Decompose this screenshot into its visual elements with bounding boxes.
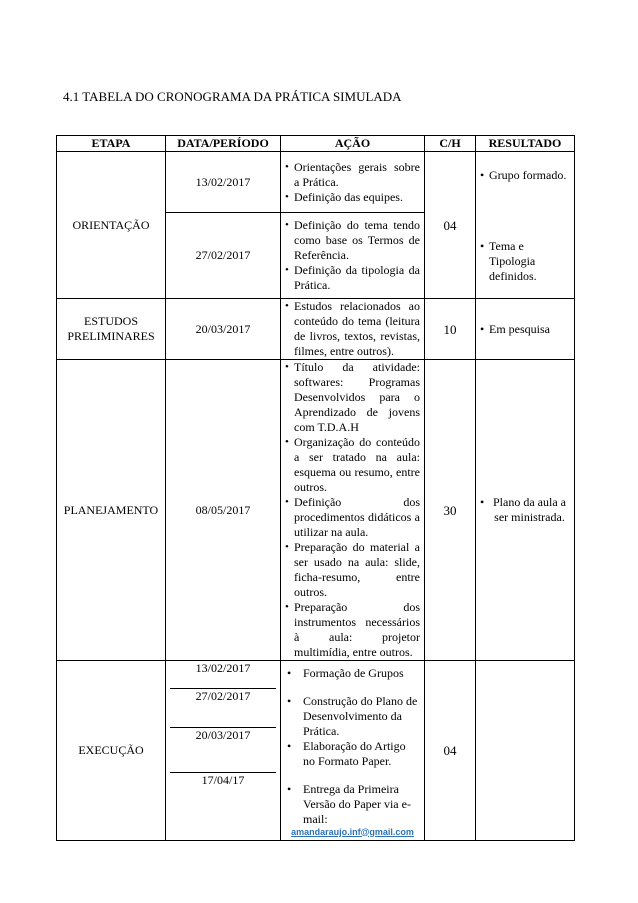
list-item: • Entrega da Primeira Versão do Paper via e-mail:	[285, 782, 420, 827]
header-resultado: RESULTADO	[476, 136, 575, 152]
date-execucao-4: 17/04/17	[201, 773, 245, 787]
list-item: • Definição do tema tendo como base os Termos de Referência.	[285, 218, 420, 263]
date-execucao-2: 27/02/2017	[170, 689, 276, 728]
resultado-execucao	[476, 661, 575, 841]
resultado-planejamento-text: • Plano da aula a ser ministrada.	[480, 495, 570, 525]
date-execucao-3: 20/03/2017	[170, 728, 276, 773]
resultado-orientacao	[476, 152, 575, 299]
acao-execucao	[281, 661, 425, 841]
list-item: • Preparação dos instrumentos necessários à aula: projetor multimídia, entre outros.	[285, 600, 420, 660]
etapa-orientacao: ORIENTAÇÃO	[57, 152, 166, 299]
ch-orientacao: 04	[425, 152, 476, 299]
etapa-planejamento: PLANEJAMENTO	[57, 360, 166, 661]
list-item: • Orientações gerais sobre a Prática.	[285, 160, 420, 190]
etapa-execucao: EXECUÇÃO	[57, 661, 166, 841]
header-data-periodo: DATA/PERÍODO	[166, 136, 281, 152]
resultado-estudos	[476, 299, 575, 360]
date-orientacao-1: 13/02/2017	[166, 152, 281, 213]
ch-execucao: 04	[425, 661, 476, 841]
list-item: • Estudos relacionados ao conteúdo do tema (leitura de livros, textos, revistas, filmes, entre outros).	[285, 299, 420, 359]
resultado-orientacao-2: • Tema e Tipologia definidos.	[480, 239, 570, 284]
header-ch: C/H	[425, 136, 476, 152]
table-row-planejamento	[57, 360, 575, 661]
dates-execucao	[166, 661, 281, 841]
list-item: • Formação de Grupos	[285, 666, 420, 681]
email-link[interactable]: amandaraujo.inf@gmail.com	[291, 826, 414, 837]
etapa-estudos: ESTUDOS PRELIMINARES	[57, 299, 166, 360]
list-item: • Elaboração do Artigo no Formato Paper.	[285, 739, 420, 769]
list-item: • Definição das equipes.	[285, 190, 420, 205]
resultado-planejamento	[476, 360, 575, 661]
acao-planejamento	[281, 360, 425, 661]
table-row-estudos	[57, 299, 575, 360]
acao-orientacao-1	[281, 152, 425, 213]
date-execucao-1: 13/02/2017	[170, 661, 276, 689]
ch-estudos: 10	[425, 299, 476, 360]
list-item: • Organização do conteúdo a ser tratado na aula: esquema ou resumo, entre outros.	[285, 435, 420, 495]
list-item: • Título da atividade: softwares: Programas Desenvolvidos para o Aprendizado de jovens com T.D.A.H	[285, 360, 420, 435]
table-row-execucao	[57, 661, 575, 841]
acao-estudos	[281, 299, 425, 360]
header-etapa: ETAPA	[57, 136, 166, 152]
date-estudos: 20/03/2017	[166, 299, 281, 360]
list-item: • Definição dos procedimentos didáticos a utilizar na aula.	[285, 495, 420, 540]
list-item: • Definição da tipologia da Prática.	[285, 263, 420, 293]
list-item: • Construção do Plano de Desenvolvimento da Prática.	[285, 694, 420, 739]
ch-planejamento: 30	[425, 360, 476, 661]
resultado-orientacao-1: • Grupo formado.	[480, 168, 570, 183]
header-acao: AÇÃO	[281, 136, 425, 152]
schedule-table	[56, 135, 575, 841]
table-header-row	[57, 136, 575, 152]
table-row-orientacao-1	[57, 152, 575, 213]
section-heading: 4.1 TABELA DO CRONOGRAMA DA PRÁTICA SIMULADA	[63, 89, 402, 104]
date-orientacao-2: 27/02/2017	[166, 213, 281, 299]
list-item: • Preparação do material a ser usado na aula: slide, ficha-resumo, entre outros.	[285, 540, 420, 600]
date-planejamento: 08/05/2017	[166, 360, 281, 661]
acao-orientacao-2	[281, 213, 425, 299]
resultado-estudos-text: • Em pesquisa	[480, 322, 570, 337]
